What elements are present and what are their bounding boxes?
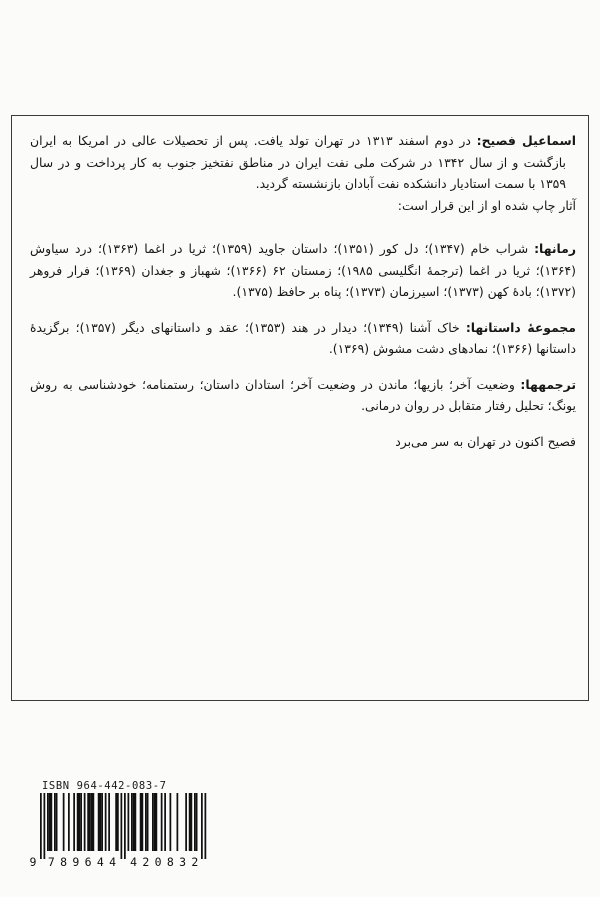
barcode-bar (68, 793, 70, 851)
barcode-digit: 3 (179, 855, 187, 868)
stories-list: خاک آشنا (۱۳۴۹)؛ دیدار در هند (۱۳۵۳)؛ عقد و داستانهای دیگر (۱۳۵۷)؛ برگزیدهٔ داستانها (۱۳۶۶)؛ نمادهای دشت مشوش (۱۳۶۹). (30, 319, 576, 356)
closing-line: فصیح اکنون در تهران به سر می‌برد (395, 433, 576, 449)
barcode-bar (121, 793, 123, 859)
barcode-bar (194, 793, 196, 851)
barcode-bar (191, 793, 193, 851)
barcode-bar (56, 793, 58, 851)
barcode-bar (101, 793, 103, 851)
barcode-bar (124, 793, 126, 859)
barcode-digit: 8 (166, 855, 174, 868)
translations-section (30, 374, 576, 417)
barcode-bar (201, 793, 203, 859)
barcode-icon (28, 793, 210, 868)
barcode-bar (161, 793, 163, 851)
barcode-bar (117, 793, 119, 851)
barcode-bar (170, 793, 172, 851)
barcode-bar (100, 793, 102, 851)
barcode-bar (79, 793, 81, 851)
barcode-bar (87, 793, 89, 851)
barcode-bar (142, 793, 144, 851)
novels-section (30, 238, 576, 303)
author-name: اسماعیل فصیح: (476, 133, 576, 148)
barcode-bar (93, 793, 95, 851)
barcode-digit: 4 (130, 855, 138, 868)
barcode-digit: 7 (47, 855, 55, 868)
barcode-bar (54, 793, 56, 851)
translations-list: وضعیت آخر؛ بازیها؛ ماندن در وضعیت آخر؛ استادان داستان؛ رستمنامه؛ خودشناسی به روش یونگ؛ تحلیل رفتار متقابل در روان درمانی. (30, 376, 576, 413)
novels-list: شراب خام (۱۳۴۷)؛ دل کور (۱۳۵۱)؛ داستان جاوید (۱۳۵۹)؛ ثریا در اغما (۱۳۶۳)؛ درد سیاوش (۱۳۶۴)؛ ثریا در اغما (ترجمهٔ انگلیسی ۱۹۸۵)؛ زمستان ۶۲ (۱۳۶۶)؛ شهباز و جغدان (۱۳۶۹)؛ فرار فروهر (۱۳۷۲)؛ بادهٔ کهن (۱۳۷۳)؛ اسیرزمان (۱۳۷۳)؛ پناه بر حافظ (۱۳۷۵). (30, 241, 576, 299)
barcode-bar (105, 793, 107, 851)
barcode-bar (77, 793, 79, 851)
barcode-bar (177, 793, 179, 851)
novels-label: رمانها: (534, 241, 576, 256)
barcode-bar (40, 793, 42, 859)
barcode-bar (51, 793, 53, 851)
author-intro-text: در دوم اسفند ۱۳۱۳ در تهران تولد یافت. پس از تحصیلات عالی در امریکا به ایران بازگشت و از سال ۱۳۴۲ در شرکت ملی نفت ایران در مناطق نفتخیز جنوب به کار پرداخت و در سال ۱۳۵۹ با سمت استادیار دانشکده نفت آبادان بازنشسته گردید. (30, 133, 566, 191)
barcode-bar (128, 793, 130, 851)
barcode-bar (152, 793, 154, 851)
isbn-number: ISBN 964-442-083-7 (42, 780, 167, 792)
stories-section (30, 317, 576, 360)
barcode-bar (84, 793, 86, 851)
barcode-bar (154, 793, 156, 851)
barcode-bar (108, 793, 110, 851)
barcode-bar (133, 793, 135, 851)
barcode-digit: 8 (60, 855, 68, 868)
barcode-bar (115, 793, 117, 851)
barcode-bar (205, 793, 207, 859)
barcode-bar (63, 793, 65, 851)
barcode-digit: 2 (191, 855, 199, 868)
barcode-digit: 2 (142, 855, 150, 868)
barcode-bar (49, 793, 51, 851)
barcode-digit: 9 (29, 855, 37, 868)
works-intro: آثار چاپ شده او از این قرار است: (397, 197, 576, 213)
barcode-bar (189, 793, 191, 851)
barcode-digit: 4 (96, 855, 104, 868)
barcode-bar (135, 793, 137, 851)
barcode-bar (98, 793, 100, 851)
barcode-bar (147, 793, 149, 851)
barcode (28, 793, 210, 868)
barcode-digit: 9 (72, 855, 80, 868)
barcode-digit: 6 (84, 855, 92, 868)
barcode-bar (47, 793, 49, 851)
barcode-bar (164, 793, 166, 851)
barcode-bar (196, 793, 198, 851)
barcode-bar (73, 793, 75, 851)
author-intro (30, 130, 576, 195)
barcode-bar (156, 793, 158, 851)
barcode-bar (80, 793, 82, 851)
barcode-bar (140, 793, 142, 851)
barcode-bar (44, 793, 46, 859)
author-bio-box (11, 115, 589, 701)
barcode-digit: 4 (109, 855, 117, 868)
barcode-bar (89, 793, 91, 851)
barcode-bar (131, 793, 133, 851)
barcode-bar (145, 793, 147, 851)
barcode-bar (185, 793, 187, 851)
barcode-digit: 0 (154, 855, 162, 868)
stories-label: مجموعهٔ داستانها: (465, 319, 576, 335)
translations-label: ترجمهها: (520, 376, 576, 392)
barcode-bar (91, 793, 93, 851)
